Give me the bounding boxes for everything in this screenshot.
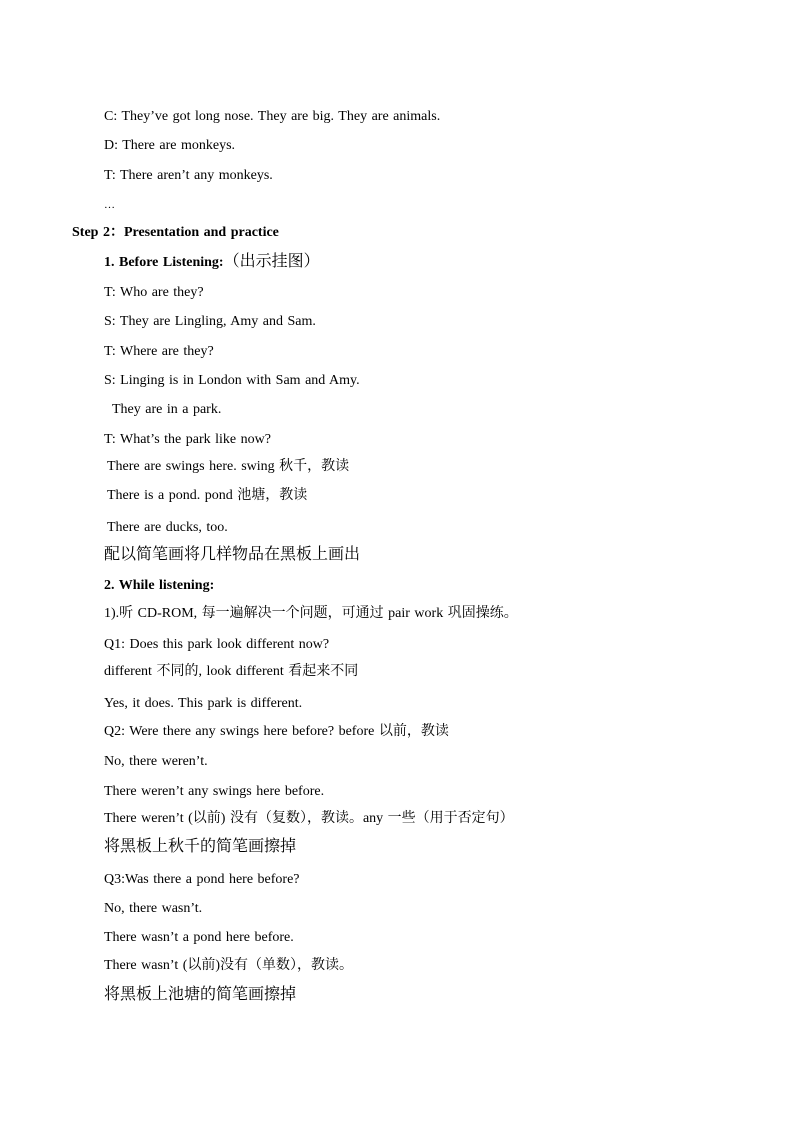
answer-line: Yes, it does. This park is different. bbox=[104, 696, 303, 711]
vocab-text: There is a pond. pond 池塘，教读 bbox=[107, 488, 308, 503]
dialogue-line-c: C: They’ve got long nose. They are big. They are animals. bbox=[104, 109, 441, 124]
vocab-line-swing bbox=[107, 458, 349, 476]
dialogue-line: S: Linging is in London with Sam and Amy. bbox=[104, 373, 360, 388]
before-listening-heading bbox=[104, 253, 320, 272]
answer-line: There wasn’t a pond here before. bbox=[104, 930, 294, 945]
dialogue-line: T: What’s the park like now? bbox=[104, 432, 271, 447]
question-q2: Q2: Were there any swings here before? before 以前，教读 bbox=[104, 724, 449, 739]
dialogue-line: There are ducks, too. bbox=[107, 520, 228, 535]
dialogue-line: T: Where are they? bbox=[104, 344, 214, 359]
vocab-text: There are swings here. swing 秋千，教读 bbox=[107, 459, 350, 474]
answer-line: No, there weren’t. bbox=[104, 754, 208, 769]
answer-line: There weren’t any swings here before. bbox=[104, 784, 325, 799]
teacher-note: 配以简笔画将几样物品在黑板上画出 bbox=[104, 546, 361, 563]
teacher-note: 将黑板上秋千的简笔画擦掉 bbox=[104, 838, 297, 855]
dialogue-line-t: T: There aren’t any monkeys. bbox=[104, 168, 273, 183]
ellipsis: … bbox=[104, 199, 116, 211]
dialogue-line: They are in a park. bbox=[112, 402, 222, 417]
teacher-note: 将黑板上池塘的简笔画擦掉 bbox=[104, 986, 297, 1003]
question-q3: Q3:Was there a pond here before? bbox=[104, 872, 300, 887]
grammar-note: There wasn’t (以前)没有（单数），教读。 bbox=[104, 958, 354, 973]
dialogue-line-d: D: There are monkeys. bbox=[104, 138, 236, 153]
vocab-line-different: different 不同的, look different 看起来不同 bbox=[104, 664, 359, 679]
instruction-line: 1).听 CD-ROM, 每一遍解决一个问题，可通过 pair work 巩固操练。 bbox=[104, 606, 518, 621]
answer-line: No, there wasn’t. bbox=[104, 901, 203, 916]
before-listening-note: （出示挂图） bbox=[223, 253, 320, 270]
before-listening-title: 1. Before Listening: bbox=[104, 255, 224, 270]
dialogue-line: S: They are Lingling, Amy and Sam. bbox=[104, 314, 316, 329]
while-listening-title: 2. While listening: bbox=[104, 578, 215, 593]
grammar-note: There weren’t (以前) 没有（复数），教读。any 一些（用于否定句） bbox=[104, 811, 514, 826]
vocab-line-pond bbox=[107, 487, 307, 505]
step2-heading: Step 2：Presentation and practice bbox=[72, 225, 279, 240]
question-q1: Q1: Does this park look different now? bbox=[104, 637, 330, 652]
dialogue-line: T: Who are they? bbox=[104, 285, 204, 300]
